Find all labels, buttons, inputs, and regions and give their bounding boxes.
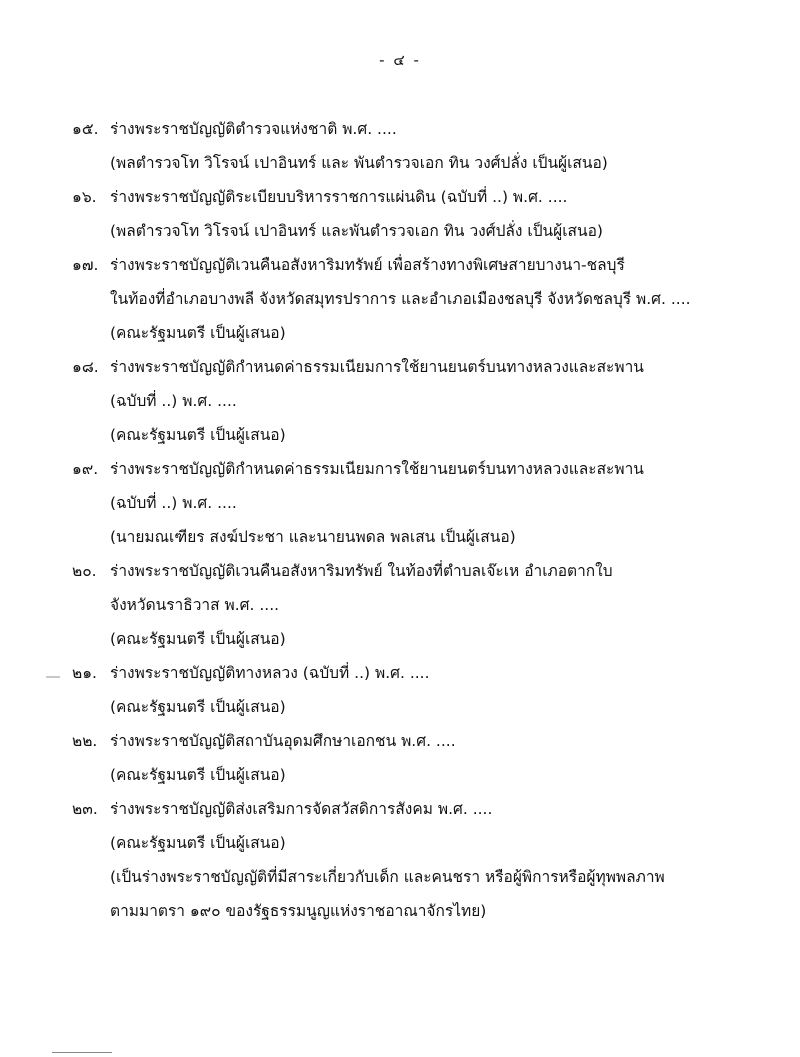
bill-proposer-note: (พลตำรวจโท วิโรจน์ เปาอินทร์ และพันตำรวจเอก ทิน วงศ์ปลั่ง เป็นผู้เสนอ) [110, 222, 603, 240]
bill-title: ร่างพระราชบัญญัติสถาบันอุดมศึกษาเอกชน พ.ศ. .... [110, 732, 456, 750]
bill-proposer-note: ตามมาตรา ๑๙๐ ของรัฐธรรมนูญแห่งราชอาณาจักรไทย) [110, 902, 487, 920]
bill-title: ร่างพระราชบัญญัติเวนคืนอสังหาริมทรัพย์ ในท้องที่ตำบลเจ๊ะเห อำเภอตากใบ [110, 562, 613, 580]
bill-proposer-note: (คณะรัฐมนตรี เป็นผู้เสนอ) [110, 766, 286, 784]
bill-item [72, 112, 762, 180]
page-number: - ๔ - [379, 51, 421, 69]
bill-number: ๒๑. [72, 664, 97, 682]
bill-proposer-note: (คณะรัฐมนตรี เป็นผู้เสนอ) [110, 630, 286, 648]
bill-proposer-note: (คณะรัฐมนตรี เป็นผู้เสนอ) [110, 698, 286, 716]
bill-title: ร่างพระราชบัญญัติตำรวจแห่งชาติ พ.ศ. .... [110, 120, 397, 138]
bill-title-continuation: (ฉบับที่ ..) พ.ศ. .... [110, 392, 237, 410]
bottom-rule [52, 1052, 112, 1053]
bill-number: ๒๓. [72, 800, 98, 818]
bill-proposer-note: (คณะรัฐมนตรี เป็นผู้เสนอ) [110, 834, 286, 852]
bill-list [72, 112, 762, 928]
bill-title-line [72, 350, 762, 384]
bill-title: ร่างพระราชบัญญัติเวนคืนอสังหาริมทรัพย์ เพื่อสร้างทางพิเศษสายบางนา-ชลบุรี [110, 256, 625, 274]
bill-title-line [72, 452, 762, 486]
bill-item [72, 248, 762, 350]
bill-number: ๑๖. [72, 188, 97, 206]
bill-title-continuation: จังหวัดนราธิวาส พ.ศ. .... [110, 596, 280, 614]
bill-title: ร่างพระราชบัญญัติกำหนดค่าธรรมเนียมการใช้ยานยนตร์บนทางหลวงและสะพาน [110, 460, 644, 478]
bill-title-continuation: (ฉบับที่ ..) พ.ศ. .... [110, 494, 237, 512]
bill-proposer-note: (นายมณเฑียร สงฆ์ประชา และนายนพดล พลเสน เป็นผู้เสนอ) [110, 528, 516, 546]
bill-number: ๑๗. [72, 256, 99, 274]
bill-title-line [72, 248, 762, 282]
bill-number: ๑๘. [72, 358, 99, 376]
bill-item [72, 350, 762, 452]
bill-title: ร่างพระราชบัญญัติกำหนดค่าธรรมเนียมการใช้ยานยนตร์บนทางหลวงและสะพาน [110, 358, 644, 376]
bill-item [72, 792, 762, 928]
bill-proposer-note: (คณะรัฐมนตรี เป็นผู้เสนอ) [110, 324, 286, 342]
scan-speck [46, 676, 60, 678]
bill-title: ร่างพระราชบัญญัติทางหลวง (ฉบับที่ ..) พ.ศ. .... [110, 664, 430, 682]
bill-item [72, 656, 762, 724]
bill-proposer-note: (คณะรัฐมนตรี เป็นผู้เสนอ) [110, 426, 286, 444]
bill-title-line [72, 724, 762, 758]
bill-item [72, 554, 762, 656]
bill-number: ๒๐. [72, 562, 97, 580]
bill-item [72, 180, 762, 248]
bill-title-line [72, 180, 762, 214]
bill-item [72, 452, 762, 554]
bill-item [72, 724, 762, 792]
bill-title-line [72, 792, 762, 826]
bill-title-continuation: ในท้องที่อำเภอบางพลี จังหวัดสมุทรปราการ และอำเภอเมืองชลบุรี จังหวัดชลบุรี พ.ศ. .... [110, 290, 691, 308]
bill-number: ๑๙. [72, 460, 99, 478]
bill-proposer-note: (พลตำรวจโท วิโรจน์ เปาอินทร์ และ พันตำรวจเอก ทิน วงศ์ปลั่ง เป็นผู้เสนอ) [110, 154, 608, 172]
bill-proposer-note: (เป็นร่างพระราชบัญญัติที่มีสาระเกี่ยวกับเด็ก และคนชรา หรือผู้พิการหรือผู้ทุพพลภาพ [110, 868, 665, 886]
bill-title: ร่างพระราชบัญญัติส่งเสริมการจัดสวัสดิการสังคม พ.ศ. .... [110, 800, 493, 818]
bill-title-line [72, 554, 762, 588]
bill-title: ร่างพระราชบัญญัติระเบียบบริหารราชการแผ่นดิน (ฉบับที่ ..) พ.ศ. .... [110, 188, 568, 206]
bill-title-line [72, 656, 762, 690]
bill-number: ๒๒. [72, 732, 98, 750]
bill-number: ๑๕. [72, 120, 99, 138]
bill-title-line [72, 112, 762, 146]
